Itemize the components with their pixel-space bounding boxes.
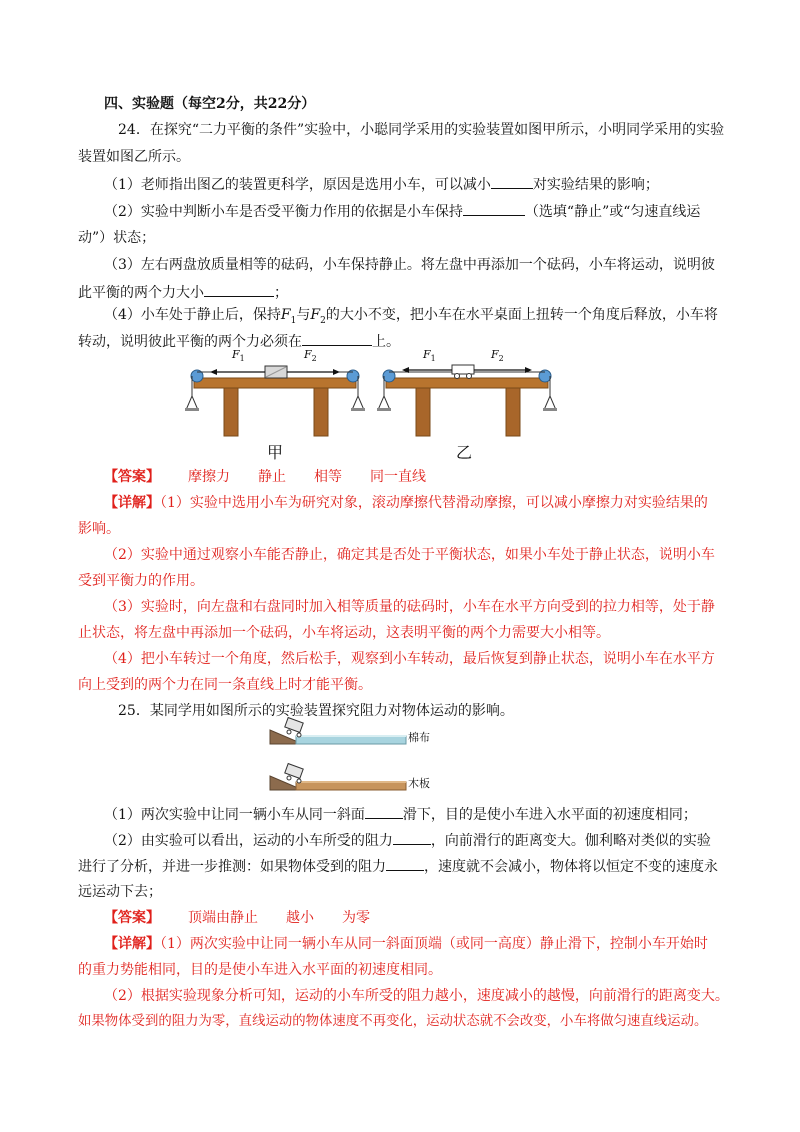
yi-f1-letter: F: [423, 348, 431, 361]
q24-blank-3: [204, 282, 274, 297]
q25-part1: [104, 804, 697, 825]
q24-detail-4-cont: 向上受到的两个力在同一条直线上时才能平衡。: [78, 677, 372, 693]
q24-detail-3-cont: 止状态，将左盘中再添加一个砝码，小车将运动，这表明平衡的两个力需要大小相等。: [78, 625, 610, 641]
q24-stem-line2: 装置如图乙所示。: [78, 149, 190, 165]
yi-f2-sub: 2: [498, 354, 504, 364]
q25-part1-text-a: （1）两次实验中让同一辆小车从同一斜面: [104, 807, 365, 823]
q25-detail-1-cont: 的重力势能相同，目的是使小车进入水平面的初速度相同。: [78, 962, 442, 978]
q25-detail-2-cont: 如果物体受到的阻力为零，直线运动的物体速度不再变化，运动状态就不会改变，小车将做匀速直线运动。: [78, 1014, 708, 1029]
q24-blank-2: [463, 201, 525, 216]
q24-part1-end: 对实验结果的影响；: [532, 177, 659, 193]
q24-answer-4: 同一直线: [370, 469, 426, 485]
q25-detail-2: （2）根据实验现象分析可知，运动的小车所受的阻力越小，速度减小的越慢，向前滑行的距离变大。: [104, 988, 729, 1004]
q25-label-cotton: 棉布: [408, 731, 430, 744]
q24-answer-2: 静止: [258, 469, 286, 485]
q24-part1: [104, 174, 659, 195]
q25-part2-text-c: 进行了分析，并进一步推测：如果物体受到的阻力: [78, 859, 386, 875]
q24-answer: [104, 467, 426, 487]
q25-blank-3: [386, 856, 424, 871]
q25-stem: 25．某同学用如图所示的实验装置探究阻力对物体运动的影响。: [118, 703, 514, 719]
jia-f2-sub: 2: [311, 354, 317, 364]
figure-jia: [180, 350, 370, 440]
q25-part2-text-d: ，速度就不会减小，物体将以恒定不变的速度永: [424, 859, 718, 875]
q24-part1-text: （1）老师指出图乙的装置更科学，原因是选用小车，可以减小: [104, 177, 491, 193]
q24-detail-1: [104, 493, 708, 513]
q25-part2-text-b: ，向前滑行的距离变大。伽利略对类似的实验: [430, 833, 711, 849]
figure-caption-yi: 乙: [456, 443, 473, 462]
q24-part2-text-b: （选填“静止”或“匀速直线运: [524, 204, 701, 220]
q25-answer: [104, 908, 370, 928]
q24-part3-text-b: 此平衡的两个力大小: [78, 285, 204, 301]
q24-detail-4: （4）把小车转过一个角度，然后松手，观察到小车转动，最后恢复到静止状态，说明小车在水平方: [104, 651, 715, 667]
q24-part2-cont: 动”）状态；: [78, 230, 156, 246]
q24-detail-2-cont: 受到平衡力的作用。: [78, 573, 204, 589]
q24-answer-label: 【答案】: [104, 469, 160, 485]
q25-part2-text-a: （2）由实验可以看出，运动的小车所受的阻力: [104, 833, 393, 849]
q25-label-board: 木板: [408, 777, 430, 790]
jia-f1-sub: 1: [239, 354, 245, 364]
q24-detail-3: （3）实验时，向左盘和右盘同时加入相等质量的砝码时，小车在水平方向受到的拉力相等，处于静: [104, 599, 715, 615]
q25-part1-text-b: 滑下，目的是使小车进入水平面的初速度相同；: [402, 807, 697, 823]
q25-part2-cont: [78, 856, 718, 877]
q24-f2-sub: 2: [320, 315, 326, 326]
q24-blank-4: [302, 331, 372, 346]
yi-f2-letter: F: [491, 348, 499, 361]
yi-f1-sub: 1: [430, 354, 436, 364]
q25-answer-2: 越小: [286, 910, 314, 926]
figure-q25: [268, 712, 418, 802]
section-title: 四、实验题（每空2分，共22分）: [104, 96, 316, 112]
q24-f1-sub: 1: [290, 315, 297, 326]
q24-part4-end: 上。: [372, 334, 400, 350]
q24-f2-symbol: F: [310, 307, 321, 323]
q24-part4-text-a1: （4）小车处于静止后，保持: [104, 307, 281, 323]
q25-part2-end: 远运动下去；: [78, 884, 162, 900]
q25-detail-label: 【详解】: [104, 936, 160, 952]
figure-yi: [372, 350, 562, 440]
q24-part4-with: 与: [296, 307, 311, 323]
q25-part2: [104, 830, 711, 851]
q25-detail-1-text: （1）两次实验中让同一辆小车从同一斜面顶端（或同一高度）静止滑下，控制小车开始时: [160, 936, 708, 952]
q24-part4: [104, 305, 718, 331]
q24-part4-text-b: 转动，说明彼此平衡的两个力必须在: [78, 334, 302, 350]
q25-detail-1: [104, 934, 708, 954]
figure-caption-jia: 甲: [267, 443, 284, 462]
q24-answer-3: 相等: [314, 469, 342, 485]
q24-detail-label: 【详解】: [104, 495, 160, 511]
q24-part3-end: ；: [274, 285, 288, 301]
q24-stem-line1: 24．在探究“二力平衡的条件”实验中，小聪同学采用的实验装置如图甲所示，小明同学采用的实验: [118, 122, 725, 138]
q24-part2-text-a: （2）实验中判断小车是否受平衡力作用的依据是小车保持: [104, 204, 463, 220]
q24-detail-2: （2）实验中通过观察小车能否静止，确定其是否处于平衡状态，如果小车处于静止状态，说明小车: [104, 547, 715, 563]
yi-f1-label: [423, 349, 436, 365]
jia-f2-label: [304, 349, 317, 365]
q25-answer-3: 为零: [342, 910, 370, 926]
q24-blank-1: [491, 174, 533, 189]
yi-f2-label: [491, 349, 504, 365]
q25-answer-label: 【答案】: [104, 910, 160, 926]
q24-f1-symbol: F: [280, 307, 291, 323]
q24-part3: （3）左右两盘放质量相等的砝码，小车保持静止。将左盘中再添加一个砝码，小车将运动，说明彼: [104, 257, 715, 273]
jia-f1-letter: F: [232, 348, 240, 361]
q24-detail-1-text: （1）实验中选用小车为研究对象，滚动摩擦代替滑动摩擦，可以减小摩擦力对实验结果的: [160, 495, 708, 511]
q25-blank-1: [365, 804, 403, 819]
jia-f1-label: [232, 349, 245, 365]
q25-blank-2: [393, 830, 431, 845]
jia-f2-letter: F: [304, 348, 312, 361]
q24-detail-1-cont: 影响。: [78, 521, 120, 537]
q24-answer-1: 摩擦力: [188, 469, 230, 485]
q24-part2: [104, 201, 700, 222]
q24-part4-text-a2: 的大小不变，把小车在水平桌面上扭转一个角度后释放，小车将: [325, 307, 718, 323]
q24-part3-cont: [78, 282, 288, 303]
q25-answer-1: 顶端由静止: [188, 910, 258, 926]
